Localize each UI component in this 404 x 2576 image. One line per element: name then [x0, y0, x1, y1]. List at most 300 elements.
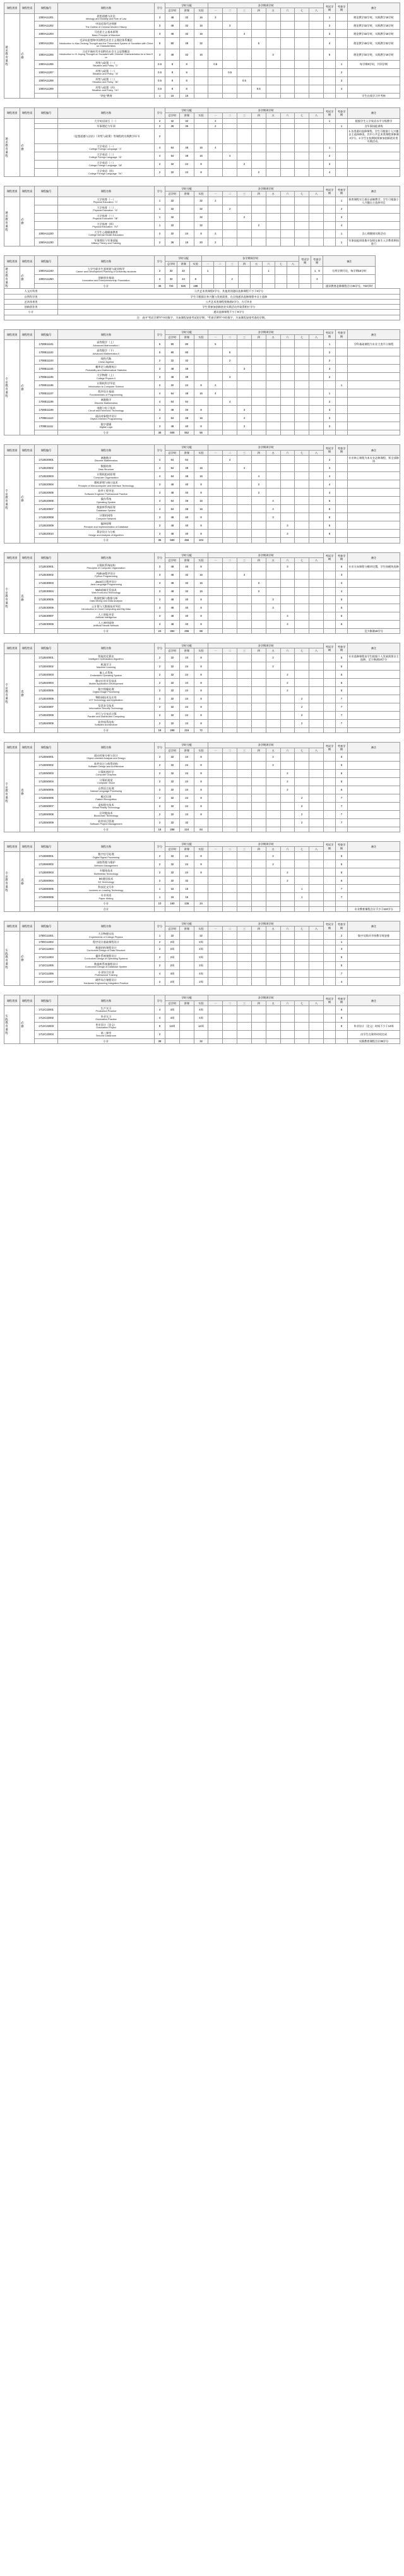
term-hours-4 [251, 794, 266, 802]
term-hours-1 [208, 604, 223, 612]
table-row [4, 877, 400, 885]
term-hours-7 [295, 728, 309, 733]
term-hours-7 [295, 620, 309, 628]
term-hours-5 [251, 275, 263, 283]
term-hours-8 [309, 472, 324, 480]
exam-term [324, 197, 336, 205]
term-hours-3 [237, 953, 252, 961]
term-hours-5 [266, 214, 280, 222]
term-hours-1 [208, 530, 223, 538]
lecture-hours: 32 [179, 49, 194, 61]
course-name: 小计 [58, 628, 155, 633]
course-name: 线性代数 Linear Algebra [58, 356, 155, 365]
term-hours-3 [237, 356, 252, 365]
column-header: 考试学期 [324, 552, 336, 563]
total-hours: 32 [165, 275, 177, 283]
term-hours-6 [280, 761, 295, 769]
term-hours-6 [280, 932, 295, 940]
term-hours-2 [223, 118, 237, 123]
course-name: 计算机组成原理 Computer Organization [58, 472, 155, 480]
table-row [4, 30, 400, 38]
column-header: 六 [280, 113, 295, 118]
total-hours: 560 [165, 538, 180, 543]
term-hours-7 [295, 827, 309, 832]
column-header: 学分 [155, 329, 165, 340]
column-header: 各学期周学时 [208, 329, 324, 334]
term-hours-1 [208, 901, 223, 906]
term-hours-7 [295, 85, 309, 93]
experiment-hours: 8 [194, 604, 208, 612]
table-row [4, 901, 400, 906]
term-hours-2 [223, 628, 237, 633]
course-name: 大学物理实验 Experiments of College Physics [58, 932, 155, 940]
experiment-hours [194, 348, 208, 356]
course-name: 数据结构课程设计 Curriculum Design of Data Structure [58, 945, 155, 953]
term-hours-8 [309, 604, 324, 612]
total-hours: 4周 [165, 969, 180, 978]
term-hours-8 [309, 580, 324, 588]
term-hours-7 [295, 406, 309, 414]
term-hours-2 [223, 129, 237, 144]
term-hours-1 [208, 169, 223, 177]
course-credit: 4 [155, 1014, 165, 1022]
course-name: 模式识别 Pattern Recognition [58, 794, 155, 802]
exam-term [299, 283, 311, 289]
table-row [4, 530, 400, 538]
term-hours-5 [266, 161, 280, 169]
term-hours-3 [237, 497, 252, 505]
lecture-hours [179, 197, 194, 205]
total-hours: 48 [165, 13, 180, 21]
remark: 含军事技能训练 [348, 123, 400, 128]
table-row [4, 595, 400, 604]
term-hours-6: 2 [280, 868, 295, 877]
column-header: 讲课 [179, 113, 194, 118]
course-name: 大学英语（一） College Foreign Language（Ⅰ） [58, 144, 155, 152]
term-hours-4 [251, 653, 266, 662]
total-hours: 64 [165, 464, 180, 472]
term-hours-2 [223, 906, 237, 911]
term-hours-1 [208, 161, 223, 169]
total-hours: 32 [165, 868, 180, 877]
course-credit: 2 [155, 129, 165, 144]
term-hours-8 [309, 414, 324, 422]
remark [348, 893, 400, 901]
column-header: 课程编号 [35, 921, 58, 932]
assess-term [336, 129, 348, 144]
column-header: 八 [309, 191, 324, 197]
term-hours-6 [280, 1014, 295, 1022]
column-header: 五 [266, 648, 280, 653]
course-name: 软件项目管理 Software Project Management [58, 818, 155, 827]
experiment-hours: 16 [194, 13, 208, 21]
term-hours-8 [309, 712, 324, 720]
experiment-hours: 8 [194, 381, 208, 389]
exam-term [324, 777, 336, 786]
table-row [4, 229, 400, 238]
assess-term: 7 [336, 810, 348, 818]
total-hours: 32 [165, 753, 180, 761]
remark [348, 480, 400, 489]
course-name: 数字逻辑 Digital Logic [58, 422, 155, 430]
remark [348, 389, 400, 398]
lecture-hours: 48 [179, 38, 194, 49]
term-hours-4 [251, 229, 266, 238]
course-credit: 2 [155, 229, 165, 238]
term-hours-8 [309, 497, 324, 505]
term-hours-3: 3 [237, 422, 252, 430]
course-credit: 2 [155, 118, 165, 123]
assess-term [336, 728, 348, 733]
term-hours-8 [309, 877, 324, 885]
assess-term [336, 497, 348, 505]
term-hours-3 [237, 868, 252, 877]
table-row [4, 406, 400, 414]
column-header: 课程类别 [4, 995, 20, 1006]
term-hours-6 [280, 161, 295, 169]
lecture-hours: 40 [179, 620, 194, 628]
column-header: 学时分配 [165, 329, 208, 334]
lecture-hours: 16 [179, 238, 194, 246]
total-hours: 32 [165, 266, 177, 274]
term-hours-2 [223, 662, 237, 671]
term-hours-1 [208, 1022, 223, 1030]
column-header: 六 [280, 648, 295, 653]
term-hours-4 [251, 521, 266, 530]
assess-term [336, 406, 348, 414]
term-hours-2 [223, 868, 237, 877]
term-hours-8 [309, 348, 324, 356]
term-hours-7 [295, 671, 309, 679]
term-hours-2 [223, 13, 237, 21]
term-hours-6 [280, 712, 295, 720]
column-header: 学分 [155, 108, 165, 119]
term-hours-5: 3 [266, 513, 280, 521]
term-hours-3 [237, 229, 252, 238]
total-hours: 32 [165, 769, 180, 777]
lecture-hours: 24 [177, 275, 189, 283]
course-name: 马克思主义基本原理 Basic Principle of Marxism [58, 30, 155, 38]
table-row [4, 885, 400, 893]
term-hours-3 [237, 129, 252, 144]
course-code: 1712E60002 [35, 860, 58, 868]
column-header: 学分 [155, 643, 165, 654]
assess-term [336, 422, 348, 430]
term-hours-8 [309, 1014, 324, 1022]
course-code: 1712E20006 [35, 497, 58, 505]
assess-term: 4 [336, 580, 348, 588]
table-row [4, 152, 400, 161]
remark: 专业方向课程分模块设置，学生按模块选修 [348, 563, 400, 571]
term-hours-3 [237, 753, 252, 761]
lecture-hours: 24 [179, 852, 194, 860]
remark: 学生在线学习并考核 [348, 93, 400, 98]
remark: 毕业设计（论文）时间不少于14周 [348, 1022, 400, 1030]
term-hours-5: 4 [266, 505, 280, 513]
term-hours-2: 3 [223, 21, 237, 30]
column-header: 八 [309, 450, 324, 455]
term-hours-6 [280, 945, 295, 953]
term-hours-3 [237, 197, 252, 205]
course-code: 1700E11108 [35, 398, 58, 406]
term-hours-6 [280, 389, 295, 398]
course-credit: 35 [155, 538, 165, 543]
term-hours-4 [251, 340, 266, 348]
total-hours: 48 [165, 521, 180, 530]
course-code: 1712E30003 [35, 580, 58, 588]
assess-term: 4 [336, 588, 348, 596]
experiment-hours: 2周 [194, 953, 208, 961]
curriculum-table [4, 107, 400, 177]
term-hours-4 [251, 961, 266, 969]
course-credit: 2 [155, 695, 165, 703]
experiment-hours: 64 [194, 827, 208, 832]
column-header: 课程编号 [35, 256, 58, 267]
exam-term: 2 [324, 455, 336, 464]
column-header: 备注 [348, 445, 400, 456]
column-header: 一 [208, 748, 223, 753]
term-hours-7 [295, 953, 309, 961]
column-header: 二 [223, 847, 237, 852]
column-header: 课程性质 [20, 995, 35, 1006]
lecture-hours [179, 1022, 194, 1030]
term-hours-1 [208, 969, 223, 978]
term-hours-6 [263, 283, 275, 289]
course-code: 1712E60001 [35, 852, 58, 860]
column-header: 八 [309, 847, 324, 852]
remark [348, 712, 400, 720]
column-header: 课程编号 [35, 841, 58, 852]
term-hours-4 [251, 348, 266, 356]
table-row [4, 489, 400, 497]
term-hours-5 [266, 978, 280, 986]
course-code: 1712E50008 [35, 810, 58, 818]
exam-term [324, 901, 336, 906]
term-hours-2 [223, 901, 237, 906]
term-hours-1: 2 [208, 381, 223, 389]
course-code: 1712E20005 [35, 489, 58, 497]
table-gap [4, 439, 400, 444]
term-hours-8 [309, 860, 324, 868]
remark [348, 901, 400, 906]
term-hours-2 [223, 480, 237, 489]
course-code: 1700C11002 [35, 940, 58, 945]
lecture-hours: 24 [179, 761, 194, 769]
remark [348, 205, 400, 214]
term-hours-4 [251, 373, 266, 381]
column-header: 五 [266, 450, 280, 455]
column-header: 二 [223, 1000, 237, 1005]
column-header: 课程性质 [20, 743, 35, 753]
course-name: 大学物理（上） College Physics II [58, 373, 155, 381]
term-hours-6 [280, 802, 295, 810]
term-hours-5 [266, 21, 280, 30]
term-hours-2 [223, 794, 237, 802]
term-hours-5 [266, 422, 280, 430]
experiment-hours: 4周 [194, 1005, 208, 1014]
lecture-hours: 526 [177, 283, 189, 289]
term-hours-4 [251, 769, 266, 777]
total-hours: 32 [165, 703, 180, 712]
exam-term [324, 695, 336, 703]
remark [348, 513, 400, 521]
term-hours-4 [251, 123, 266, 128]
elective-label: 自然科学类 [4, 294, 58, 299]
term-hours-5 [266, 68, 280, 76]
exam-term [324, 662, 336, 671]
remark [348, 961, 400, 969]
lecture-hours: 64 [179, 398, 194, 406]
course-code: 1000A11209 [35, 85, 58, 93]
course-name: 毕业设计（论文） Graduation Project [58, 1022, 155, 1030]
term-hours-2 [223, 1022, 237, 1030]
remark [348, 430, 400, 435]
term-hours-1 [208, 365, 223, 373]
total-hours: 288 [165, 827, 180, 832]
course-credit: 3 [155, 513, 165, 521]
course-nature: 选修 [20, 753, 35, 832]
column-header: 课程名称 [58, 445, 155, 456]
lecture-hours [179, 969, 194, 978]
total-hours: 48 [165, 30, 180, 38]
course-name: 离散数学 Discrete Mathematics [58, 455, 155, 464]
term-hours-8 [309, 906, 324, 911]
term-hours-5 [266, 712, 280, 720]
column-header: 八 [309, 1000, 324, 1005]
course-name: 计算机系统结构 Principles of Computer Organization [58, 563, 155, 571]
term-hours-3 [237, 628, 252, 633]
lecture-hours [179, 953, 194, 961]
remark [348, 945, 400, 953]
table-row [4, 455, 400, 464]
term-hours-2 [223, 214, 237, 222]
term-hours-1 [208, 703, 223, 712]
course-code [35, 169, 58, 177]
experiment-hours: 8 [194, 753, 208, 761]
course-code: 1712E40003 [35, 671, 58, 679]
term-hours-3 [237, 144, 252, 152]
term-hours-4 [251, 538, 266, 543]
course-code [35, 214, 58, 222]
term-hours-5 [266, 60, 280, 68]
remark: 分两学期开设，每学期16学时 [323, 266, 376, 274]
table-row [4, 653, 400, 662]
exam-term: 2 [324, 398, 336, 406]
course-code: 1712C22002 [35, 1014, 58, 1022]
term-hours-3 [237, 885, 252, 893]
term-hours-6 [280, 464, 295, 472]
term-hours-4 [251, 818, 266, 827]
term-hours-6 [280, 118, 295, 123]
lecture-hours [179, 221, 194, 229]
course-name: 生产实习 Production Practice [58, 1005, 155, 1014]
term-hours-4 [251, 679, 266, 687]
lecture-hours [179, 906, 194, 911]
table-row [4, 205, 400, 214]
term-hours-2 [223, 580, 237, 588]
column-header: 二 [223, 648, 237, 653]
lecture-hours: 80 [179, 348, 194, 356]
term-hours-6 [280, 214, 295, 222]
exam-term [324, 687, 336, 695]
term-hours-6 [280, 794, 295, 802]
remark [348, 505, 400, 513]
course-code: 1712E50005 [35, 786, 58, 794]
course-credit: 2 [155, 720, 165, 728]
lecture-hours: 24 [179, 169, 194, 177]
term-hours-2 [223, 679, 237, 687]
curriculum-table [4, 186, 400, 246]
experiment-hours [194, 68, 208, 76]
course-name: 人工神经网络 Artificial Neural Network [58, 620, 155, 628]
course-code [35, 283, 58, 289]
term-hours-1 [208, 580, 223, 588]
column-header: 各学期周学时 [208, 643, 324, 648]
term-hours-8 [309, 238, 324, 246]
term-hours-7 [295, 1014, 309, 1022]
term-hours-2 [223, 671, 237, 679]
term-hours-6 [280, 1005, 295, 1014]
term-hours-2 [223, 381, 237, 389]
exam-term [324, 1014, 336, 1022]
course-credit: 4 [155, 389, 165, 398]
assess-term: 5 [336, 662, 348, 671]
experiment-hours: 32 [194, 1038, 208, 1043]
course-code: 1000A11202 [35, 21, 58, 30]
exam-term [324, 381, 336, 389]
term-hours-5 [266, 85, 280, 93]
table-row [4, 38, 400, 49]
course-nature: 必修 [20, 13, 35, 99]
total-hours: 160 [165, 901, 180, 906]
total-hours [165, 906, 180, 911]
term-hours-6 [280, 340, 295, 348]
term-hours-4: 3 [251, 480, 266, 489]
term-hours-6 [280, 953, 295, 961]
course-nature: 必修 [20, 455, 35, 543]
experiment-hours: 8 [194, 786, 208, 794]
term-hours-6 [280, 365, 295, 373]
exam-term: 3 [324, 161, 336, 169]
course-name: 数据挖掘与数据分析 Data Mining and Data Analysis [58, 595, 155, 604]
assess-term [336, 356, 348, 365]
term-hours-4 [251, 720, 266, 728]
term-hours-2 [223, 769, 237, 777]
total-hours: 2周 [165, 953, 180, 961]
term-hours-1 [208, 472, 223, 480]
experiment-hours: 20 [194, 238, 208, 246]
term-hours-7 [295, 389, 309, 398]
table-row [4, 679, 400, 687]
term-hours-6 [280, 60, 295, 68]
column-header: 考试学期 [324, 445, 336, 456]
term-hours-6 [280, 580, 295, 588]
term-hours-3 [237, 620, 252, 628]
assess-term: 1 [336, 197, 348, 205]
term-hours-2 [223, 563, 237, 571]
lecture-hours [179, 1038, 194, 1043]
exam-term [324, 810, 336, 818]
column-header: 讲课 [179, 335, 194, 340]
total-hours: 48 [165, 489, 180, 497]
table-row [4, 340, 400, 348]
column-header: 五 [266, 1000, 280, 1005]
term-hours-4 [251, 712, 266, 720]
course-code [35, 906, 58, 911]
table-row [4, 945, 400, 953]
term-hours-1 [208, 810, 223, 818]
assess-term [336, 505, 348, 513]
